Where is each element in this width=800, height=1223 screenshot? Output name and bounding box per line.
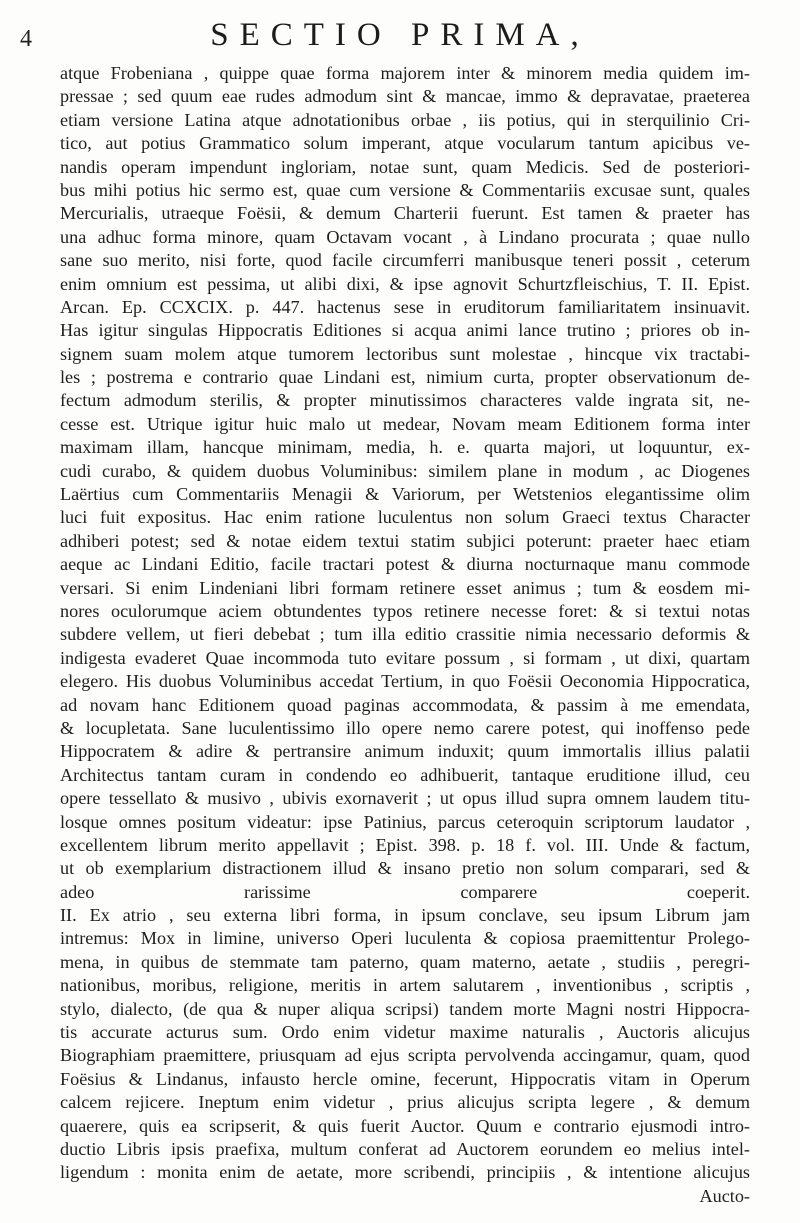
text-line: ductio Libris ipsis praefixa, multum conferat ad Auctorem eorundem eo melius intel- [60,1138,750,1159]
text-line: fectum admodum sterilis, & propter minutissimos characteres valde ingrata sit, ne- [60,390,750,411]
text-line: versari. Si enim Lindeniani libri formam retinere esset animus ; tum & eosdem mi- [60,577,750,598]
text-line: calcem rejicere. Ineptum enim videtur , prius alicujus scripta legere , & demum [60,1092,750,1113]
text-line: Foësius & Lindanus, infausto hercle omine, fecerunt, Hippocratis vitam in Operum [60,1068,750,1089]
text-line: etiam versione Latina atque adnotationibus orbae , iis potius, qui in sterquilinio Cri- [60,109,750,130]
text-line: II. Ex atrio , seu externa libri forma, in ipsum conclave, seu ipsum Librum jam [60,905,750,926]
text-line: pressae ; sed quum eae rudes admodum sint & mancae, immo & depravatae, praeterea [60,86,750,107]
text-line: indigesta evaderet Quae incommoda tuto evitare possum , si formam , ut dixi, quartam [60,647,750,668]
body-text [60,62,750,1208]
text-line: Mercurialis, utraeque Foësii, & demum Charterii fuerunt. Est tamen & praeter has [60,203,750,224]
text-line: bus mihi potius hic sermo est, quae cum versione & Commentariis excusae sunt, quales [60,179,750,200]
text-line: quaerere, quis ea scripserit, & quis fuerit Auctor. Quum e contrario ejusmodi intro- [60,1115,750,1136]
text-line: Hippocratem & adire & pertransire animum induxit; quum immortalis illius palatii [60,741,750,762]
text-line: excellentem librum merito appellavit ; Epist. 398. p. 18 f. vol. III. Unde & factum, [60,834,750,855]
text-line: subdere vellem, ut fieri debebat ; tum illa editio crassitie nimia necessario deformis & [60,624,750,645]
text-line: nandis operam impendunt ingloriam, notae sunt, quam Medicis. Sed de posteriori- [60,156,750,177]
text-line: adeo rarissime comparere coeperit. [60,881,750,902]
text-line: luci fuit expositus. Hac enim ratione luculentus non solum Graeci textus Character [60,507,750,528]
text-line: cesse est. Utrique igitur huic malo ut medear, Novam meam Editionem forma inter [60,413,750,434]
text-line: una adhuc forma minore, quam Octavam vocant , à Lindano procurata ; quae nullo [60,226,750,247]
text-line: sane suo merito, nisi forte, quod facile circumferri manibusque teneri possit , ceterum [60,250,750,271]
text-line: Arcan. Ep. CCXCIX. p. 447. hactenus sese in eruditorum familiaritatem insinuavit. [60,296,750,317]
text-line: Architectus tantam curam in condendo eo adhibuerit, tantaque eruditione illud, ceu [60,764,750,785]
text-line: tico, aut potius Grammatico solum imperant, atque vocularum tantum apicibus ve- [60,133,750,154]
text-line: cudi curabo, & quidem duobus Voluminibus: similem plane in modum , ac Diogenes [60,460,750,481]
text-line: opere tessellato & musivo , ubivis exornaverit ; ut opus illud supra omnem laudem titu- [60,788,750,809]
text-line: Laërtius cum Commentariis Menagii & Variorum, per Wetstenios elegantissime olim [60,484,750,505]
text-line: tis accurate acturus sum. Ordo enim videtur maxime naturalis , Auctoris alicujus [60,1022,750,1043]
text-line: ad novam hanc Editionem quoad paginas accommodata, & passim à me emendata, [60,694,750,715]
text-line: elegero. His duobus Voluminibus accedat Tertium, in quo Foësii Oeconomia Hippocratica, [60,671,750,692]
text-line: intremus: Mox in limine, universo Operi luculenta & copiosa praemittentur Prolego- [60,928,750,949]
running-head: SECTIO PRIMA, [210,17,590,53]
text-line: nationibus, moribus, religione, meritis in artem salutarem , inventionibus , scriptis , [60,975,750,996]
text-line: Biographiam praemittere, priusquam ad ejus scripta pervolvenda accingamur, quam, quod [60,1045,750,1066]
page-number: 4 [20,26,32,52]
text-line: maximam illam, hancque minimam, media, h. e. quarta majori, ut loquuntur, ex- [60,437,750,458]
text-line: enim omnium est pessima, ut alibi dixi, & ipse agnovit Schurtzfleischius, T. II. Epist. [60,273,750,294]
text-line: atque Frobeniana , quippe quae forma majorem inter & minorem media quidem im- [60,63,750,83]
text-line: aeque ac Lindani Editio, facile tractari potest & diurna nocturnaque manu commode [60,554,750,575]
text-line: stylo, dialecto, (de qua & nuper aliqua scripsi) tandem morte Magni nostri Hippocra- [60,998,750,1019]
text-line: Aucto- [699,1185,750,1206]
text-line: les ; postrema e contrario quae Lindani est, nimium curta, propter observationum de- [60,367,750,388]
text-line: Has igitur singulas Hippocratis Editiones si acqua animi lance trutino ; priores ob in- [60,320,750,341]
text-line: mena, in quibus de stemmate tam paterno, quam materno, aetate , studiis , peregri- [60,951,750,972]
text-line: adhiberi potest; sed & notae eidem textui statim subjici poterunt: praeter haec etiam [60,530,750,551]
text-line: & locupletata. Sane luculentissimo illo opere nemo carere potest, qui inoffenso pede [60,717,750,738]
text-line: signem suam molem atque tumorem lectoribus sunt molestae , hincque vix tractabi- [60,343,750,364]
text-line: nores oculorumque aciem obtundentes typos retinere necesse foret: & si textui notas [60,600,750,621]
text-line: losque omnes positum videatur: ipse Patinius, parcus ceteroquin scriptorum laudator , [60,811,750,832]
text-line: ut ob exemplarium distractionem illud & insano pretio non solum comparari, sed & [60,858,750,879]
text-line: ligendum : monita enim de aetate, more scribendi, principiis , & intentione alicujus [60,1162,750,1183]
